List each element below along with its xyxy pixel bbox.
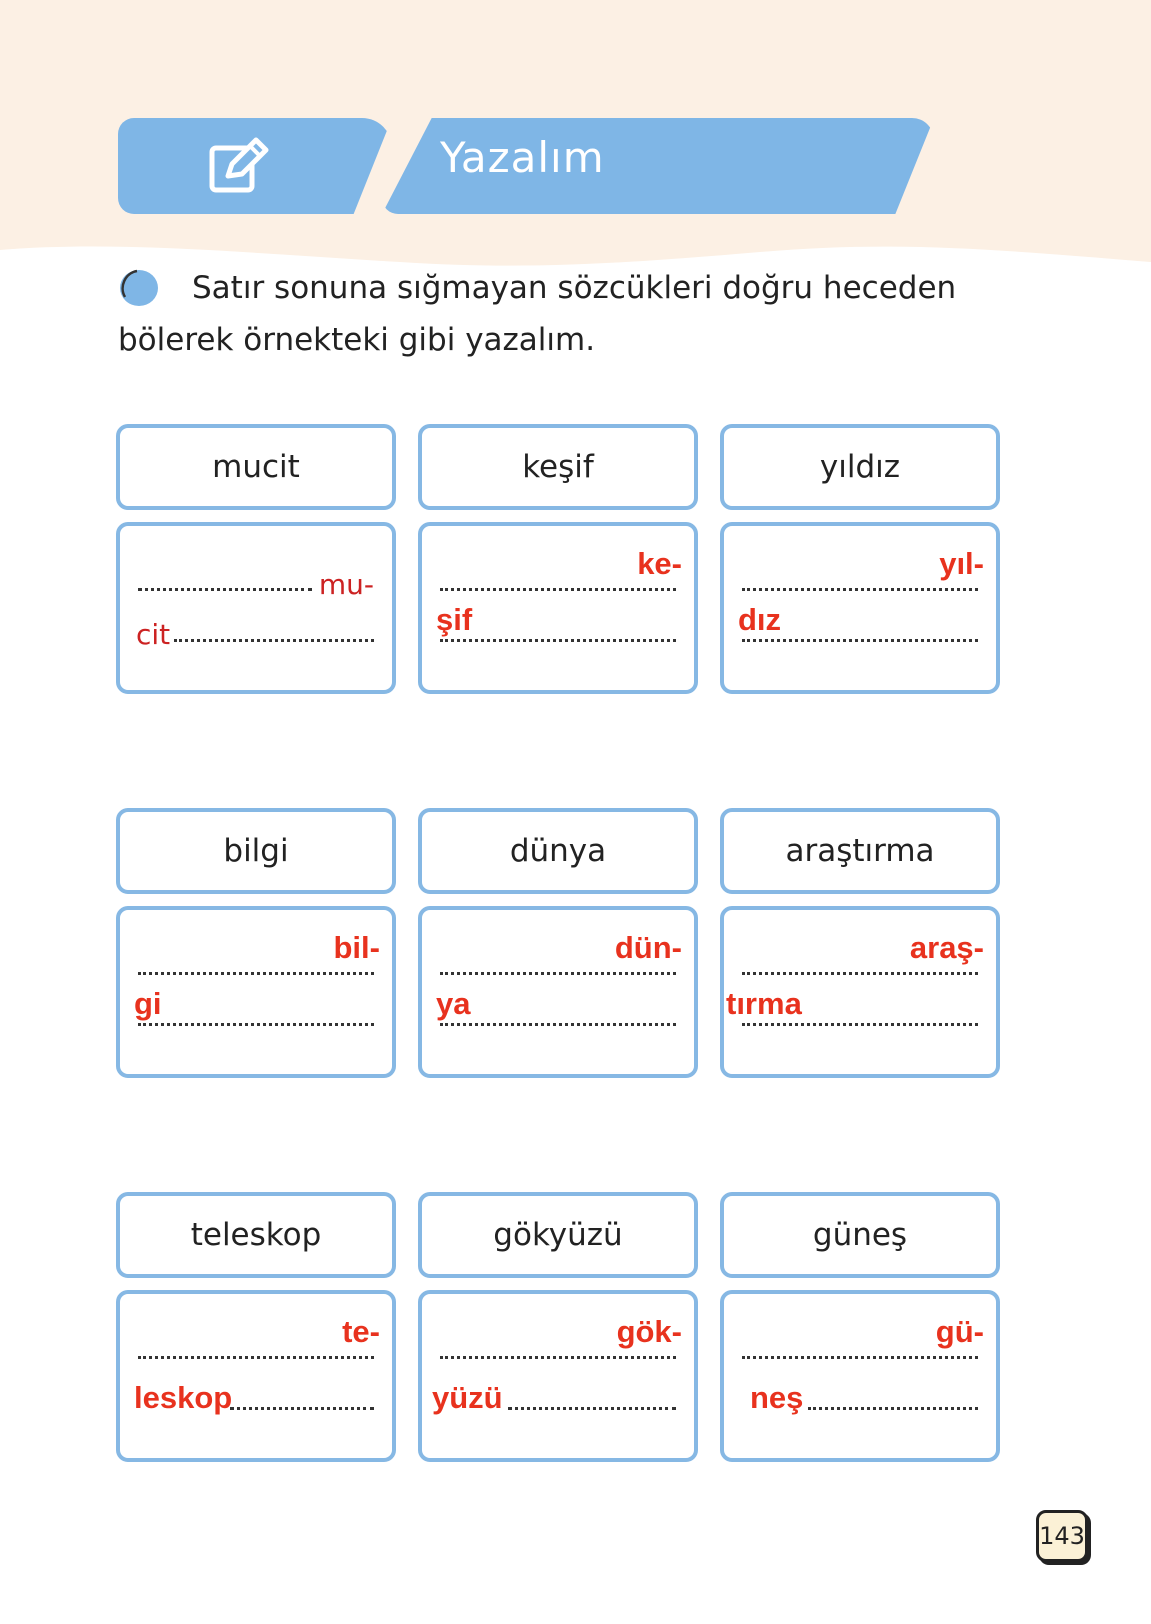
- syllable-card: [418, 424, 698, 694]
- dotted-line: [742, 1356, 978, 1359]
- dotted-line: [440, 1356, 676, 1359]
- syllable-card: [720, 1192, 1000, 1462]
- syllable-card: [418, 808, 698, 1078]
- answer-first-part: gök-: [616, 1314, 682, 1349]
- word-box: mucit: [116, 424, 396, 510]
- answer-first-part: te-: [342, 1314, 380, 1349]
- syllable-card: [720, 424, 1000, 694]
- word-box: güneş: [720, 1192, 1000, 1278]
- answer-first-part: ke-: [637, 546, 682, 581]
- answer-second-part: yüzü: [432, 1380, 503, 1415]
- dotted-line: [508, 1407, 676, 1410]
- dotted-line: [440, 1023, 676, 1026]
- answer-box: [720, 1290, 1000, 1462]
- answer-box: [116, 522, 396, 694]
- answer-box: [418, 1290, 698, 1462]
- answer-first-part: gü-: [935, 1314, 984, 1349]
- syllable-card: [116, 808, 396, 1078]
- syllable-card: [116, 1192, 396, 1462]
- dotted-line: [138, 588, 312, 591]
- syllable-card: [720, 808, 1000, 1078]
- example-second-part: cit: [136, 618, 171, 651]
- answer-first-part: dün-: [614, 930, 682, 965]
- syllable-card: [116, 424, 396, 694]
- word-box: teleskop: [116, 1192, 396, 1278]
- answer-box: [116, 906, 396, 1078]
- dotted-line: [808, 1407, 978, 1410]
- edit-icon: [208, 136, 270, 198]
- dotted-line: [440, 972, 676, 975]
- word-box: bilgi: [116, 808, 396, 894]
- dotted-line: [742, 639, 978, 642]
- answer-second-part: dız: [738, 602, 782, 637]
- dotted-line: [742, 1023, 978, 1026]
- word-box: keşif: [418, 424, 698, 510]
- dotted-line: [138, 1023, 374, 1026]
- page-title: Yazalım: [440, 133, 605, 182]
- answer-second-part: ya: [436, 986, 471, 1021]
- page-number: 143: [1036, 1510, 1088, 1562]
- dotted-line: [138, 972, 374, 975]
- dotted-line: [440, 639, 676, 642]
- instruction-text: Satır sonuna sığmayan sözcükleri doğru heceden bölerek örnekteki gibi yazalım.: [118, 270, 957, 358]
- answer-second-part: neş: [750, 1380, 804, 1415]
- answer-second-part: leskop: [134, 1380, 233, 1415]
- answer-second-part: gi: [134, 986, 162, 1021]
- dotted-line: [174, 639, 374, 642]
- word-box: araştırma: [720, 808, 1000, 894]
- word-box: dünya: [418, 808, 698, 894]
- dotted-line: [742, 972, 978, 975]
- answer-box: [720, 522, 1000, 694]
- dotted-line: [742, 588, 978, 591]
- answer-box: [116, 1290, 396, 1462]
- example-first-part: mu-: [318, 568, 374, 601]
- answer-box: [720, 906, 1000, 1078]
- answer-second-part: şif: [436, 602, 473, 637]
- answer-first-part: bil-: [333, 930, 380, 965]
- answer-first-part: araş-: [909, 930, 984, 965]
- dotted-line: [138, 1356, 374, 1359]
- dotted-line: [230, 1407, 374, 1410]
- word-box: yıldız: [720, 424, 1000, 510]
- answer-second-part: tırma: [726, 986, 802, 1021]
- answer-box: [418, 522, 698, 694]
- answer-box: [418, 906, 698, 1078]
- word-box: gökyüzü: [418, 1192, 698, 1278]
- answer-first-part: yıl-: [939, 546, 984, 581]
- dotted-line: [440, 588, 676, 591]
- syllable-card: [418, 1192, 698, 1462]
